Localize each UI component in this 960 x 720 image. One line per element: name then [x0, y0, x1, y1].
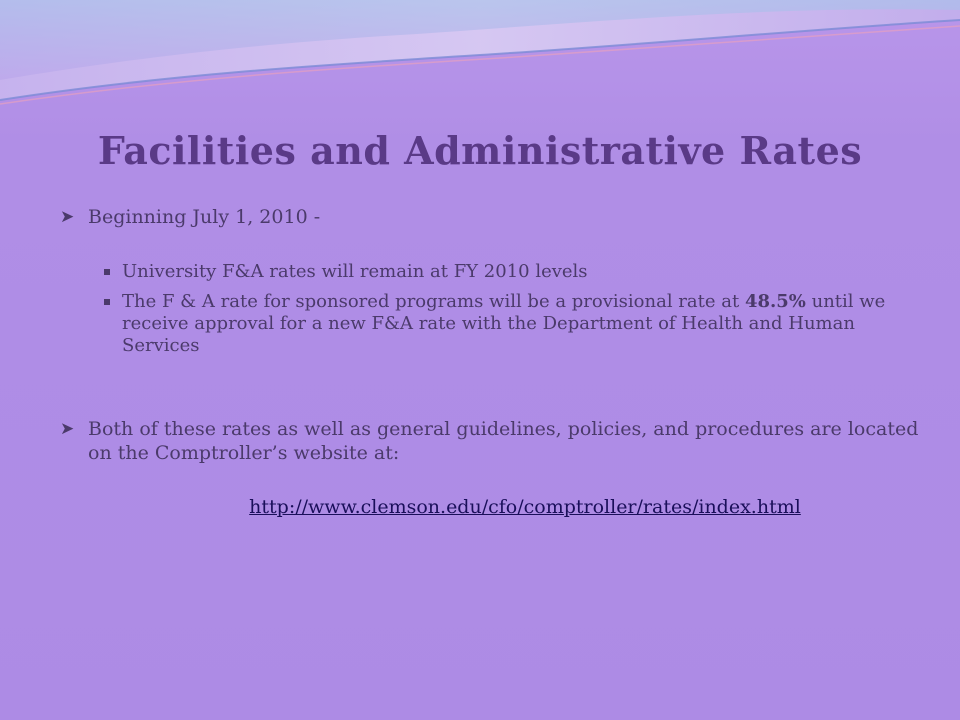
arrow-bullet-icon: ➤ — [60, 419, 75, 439]
sub-bullet-provisional-text-1: The F & A rate for sponsored programs will be a provisional rate at — [122, 291, 745, 312]
bullet-rates-location-text: Both of these rates as well as general guidelines, policies, and procedures are located on the Comptroller’s website at: — [88, 418, 919, 464]
decorative-wave-header — [0, 0, 960, 140]
rates-website-link[interactable]: http://www.clemson.edu/cfo/comptroller/rates/index.html — [249, 496, 801, 518]
arrow-bullet-icon: ➤ — [60, 207, 75, 227]
sub-bullet-provisional-text-2: until we receive approval for a new F&A rate with the Department of Health and Human Services — [122, 291, 886, 356]
bullet-rates-location — [60, 417, 920, 465]
square-bullet-icon — [104, 299, 110, 305]
sub-bullet-rates-remain — [60, 261, 920, 283]
bullet-beginning — [60, 205, 920, 229]
bullet-beginning-text: Beginning July 1, 2010 - — [88, 206, 321, 228]
sub-bullet-rates-remain-text: University F&A rates will remain at FY 2010 levels — [122, 261, 588, 282]
sub-bullet-provisional-rate — [60, 291, 920, 357]
provisional-rate-value: 48.5% — [744, 291, 806, 312]
slide-title: Facilities and Administrative Rates — [97, 128, 863, 173]
slide-content — [60, 205, 920, 519]
square-bullet-icon — [104, 269, 110, 275]
